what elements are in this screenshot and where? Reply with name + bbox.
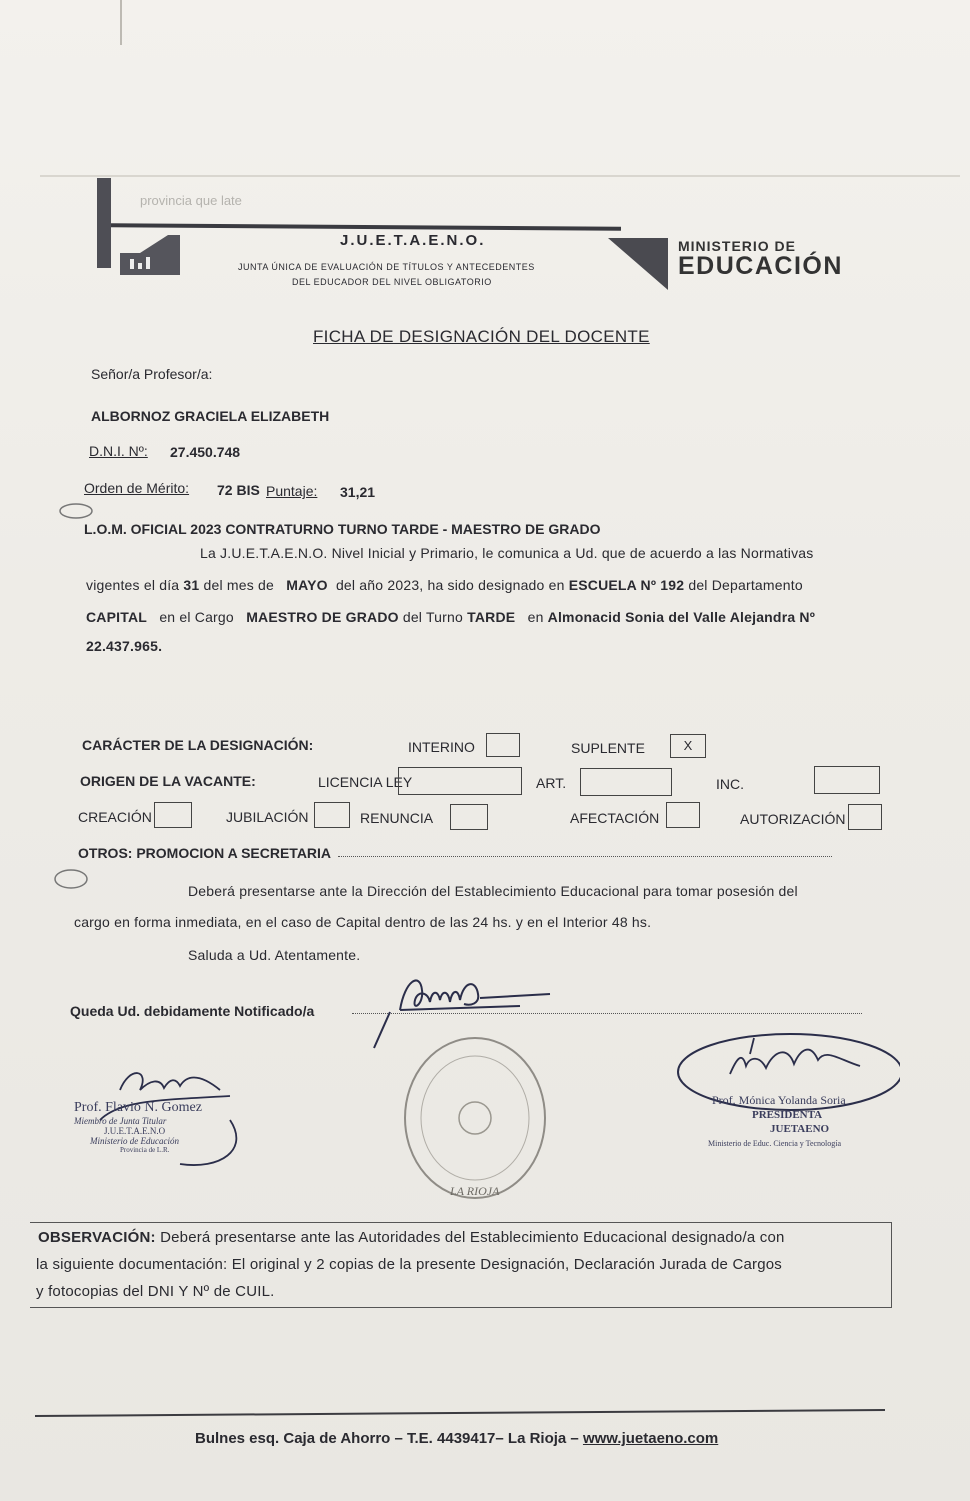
jubilacion-label: JUBILACIÓN	[226, 809, 309, 825]
org-name-line2: DEL EDUCADOR DEL NIVEL OBLIGATORIO	[292, 277, 492, 287]
inc-label: INC.	[716, 776, 744, 792]
footer-text	[195, 1430, 718, 1447]
left-signer-role4: Provincia de L.R.	[120, 1146, 170, 1154]
puntaje-value: 31,21	[340, 484, 376, 500]
creacion-label: CREACIÓN	[78, 809, 152, 825]
interino-checkbox[interactable]	[486, 733, 520, 757]
jubilacion-checkbox[interactable]	[314, 802, 350, 828]
replaced-person: Almonacid Sonia del Valle Alejandra Nº	[547, 609, 816, 625]
school-value: ESCUELA Nº 192	[568, 577, 685, 593]
paper-fold-line	[40, 175, 960, 177]
creacion-checkbox[interactable]	[154, 802, 192, 828]
department-value: CAPITAL	[86, 609, 148, 625]
right-signer-name: Prof. Mónica Yolanda Soria	[712, 1093, 846, 1107]
caracter-label: CARÁCTER DE LA DESIGNACIÓN:	[82, 737, 314, 753]
cargo-value: MAESTRO DE GRADO	[246, 609, 399, 625]
licencia-field[interactable]	[398, 767, 522, 795]
left-signer-name: Prof. Flavio N. Gomez	[74, 1100, 202, 1115]
month-value: MAYO	[286, 577, 328, 593]
right-signer-role2: JUETAENO	[770, 1123, 830, 1135]
page-crease	[120, 0, 122, 45]
official-seal-icon	[400, 1036, 550, 1206]
recipient-name: ALBORNOZ GRACIELA ELIZABETH	[91, 408, 330, 424]
body-line3: CAPITAL en el Cargo MAESTRO DE GRADO del Turno TARDE en Almonacid Sonia del Valle Alejandra Nº	[86, 609, 816, 625]
art-label: ART.	[536, 775, 567, 791]
turno-value: TARDE	[467, 609, 516, 625]
origen-label: ORIGEN DE LA VACANTE:	[80, 773, 256, 789]
notificado-label: Queda Ud. debidamente Notificado/a	[70, 1003, 315, 1019]
dni-label: D.N.I. Nº:	[89, 443, 148, 459]
renuncia-label: RENUNCIA	[360, 810, 434, 826]
orden-merito-value: 72 BIS	[217, 482, 260, 498]
footer-rule	[35, 1409, 885, 1417]
day-value: 31	[183, 577, 200, 593]
body-line4: 22.437.965.	[86, 638, 163, 654]
orden-merito-label: Orden de Mérito:	[84, 480, 190, 496]
salutation: Señor/a Profesor/a:	[91, 366, 213, 382]
dni-value: 27.450.748	[170, 444, 241, 460]
left-signer-role3: Ministerio de Educación	[90, 1136, 179, 1146]
document-title: FICHA DE DESIGNACIÓN DEL DOCENTE	[313, 327, 650, 346]
ministry-flag-icon	[608, 238, 668, 290]
otros-dotted-line	[338, 856, 832, 857]
footer-address: Bulnes esq. Caja de Ahorro – T.E. 4439417– La Rioja –	[195, 1430, 579, 1447]
jueta-logo-icon	[120, 235, 180, 275]
header-accent-bar	[97, 178, 111, 268]
suplente-label: SUPLENTE	[571, 740, 645, 756]
otros-label: OTROS: PROMOCION A SECRETARIA	[78, 845, 332, 861]
body-line1: La J.U.E.T.A.E.N.O. Nivel Inicial y Primario, le comunica a Ud. que de acuerdo a las Normativas	[200, 545, 814, 561]
observacion-line1: OBSERVACIÓN: Deberá presentarse ante las Autoridades del Establecimiento Educacional designado/a con	[38, 1229, 785, 1246]
punch-hole-icon-2	[52, 867, 90, 891]
suplente-checkbox[interactable]	[670, 734, 706, 758]
closing-line1: Deberá presentarse ante la Dirección del Establecimiento Educacional para tomar posesión del	[188, 883, 798, 899]
closing-line2: cargo en forma inmediata, en el caso de Capital dentro de las 24 hs. y en el Interior 48 hs.	[74, 914, 652, 930]
autorizacion-checkbox[interactable]	[848, 804, 882, 830]
right-signer-role3: Ministerio de Educ. Ciencia y Tecnología	[708, 1139, 842, 1148]
licencia-label: LICENCIA LEY	[318, 774, 413, 790]
lom-line: L.O.M. OFICIAL 2023 CONTRATURNO TURNO TARDE - MAESTRO DE GRADO	[84, 521, 601, 537]
puntaje-label: Puntaje:	[266, 483, 318, 499]
saluda-text: Saluda a Ud. Atentamente.	[188, 947, 361, 963]
body-line2: vigentes el día 31 del mes de MAYO del año 2023, ha sido designado en ESCUELA Nº 192 del Departamento	[86, 577, 803, 593]
renuncia-checkbox[interactable]	[450, 804, 488, 830]
org-name-line1: JUNTA ÚNICA DE EVALUACIÓN DE TÍTULOS Y ANTECEDENTES	[238, 262, 535, 272]
left-signer-role2: J.U.E.T.A.E.N.O	[104, 1126, 166, 1136]
inc-field[interactable]	[814, 766, 880, 794]
seal-text: LA RIOJA	[450, 1184, 500, 1198]
ministry-line2: EDUCACIÓN	[678, 252, 843, 280]
footer-website-link[interactable]: www.juetaeno.com	[582, 1430, 719, 1447]
right-signer-role1: PRESIDENTA	[752, 1109, 823, 1121]
provincia-watermark: provincia que late	[140, 193, 242, 208]
afectacion-label: AFECTACIÓN	[570, 810, 660, 826]
observacion-line2: la siguiente documentación: El original y 2 copias de la presente Designación, Declaración Jurada de Cargos	[36, 1256, 782, 1273]
autorizacion-label: AUTORIZACIÓN	[740, 811, 846, 827]
observacion-label: OBSERVACIÓN:	[38, 1229, 156, 1246]
interino-label: INTERINO	[408, 739, 475, 755]
header-rule	[111, 223, 621, 231]
observacion-line3: y fotocopias del DNI Y Nº de CUIL.	[36, 1283, 275, 1300]
suplente-check-mark: X	[683, 738, 693, 753]
afectacion-checkbox[interactable]	[666, 802, 700, 828]
org-acronym: J.U.E.T.A.E.N.O.	[340, 232, 486, 249]
punch-hole-icon	[58, 502, 94, 520]
ministry-line1: MINISTERIO DE	[678, 238, 797, 254]
art-field[interactable]	[580, 768, 672, 796]
left-signer-role1: Miembro de Junta Titular	[74, 1116, 167, 1126]
